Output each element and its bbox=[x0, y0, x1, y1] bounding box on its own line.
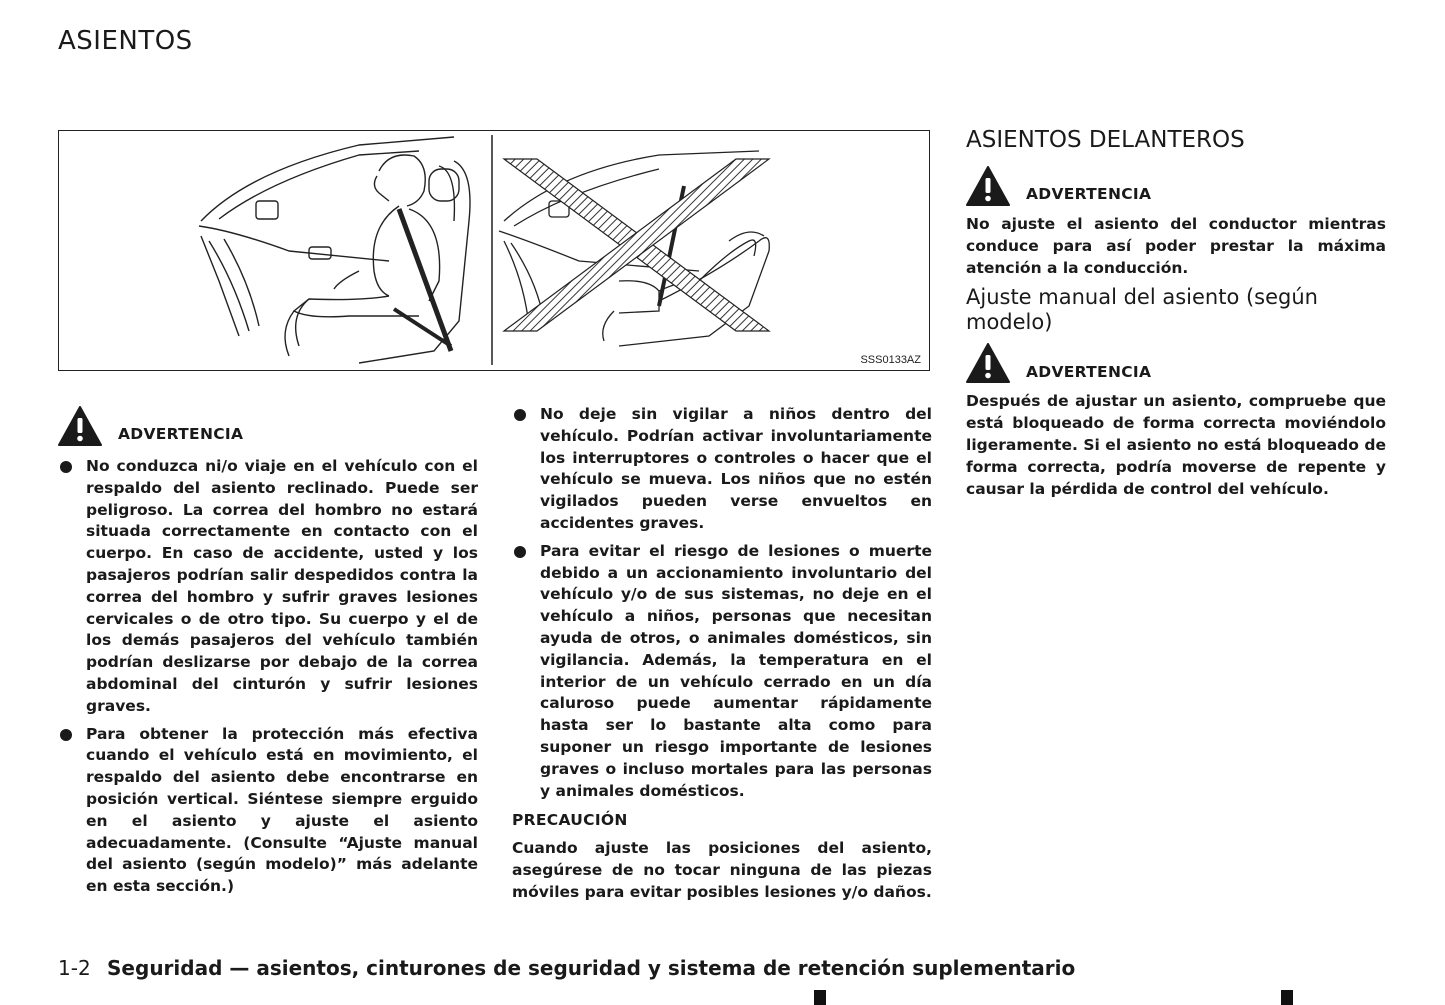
thumb-index-mark bbox=[1281, 990, 1293, 1005]
warning-triangle-icon bbox=[966, 166, 1010, 206]
warning-header bbox=[966, 343, 1386, 383]
right-column bbox=[966, 126, 1386, 500]
bullet-dot bbox=[512, 541, 540, 803]
list-item bbox=[58, 456, 478, 718]
warning-label: ADVERTENCIA bbox=[1026, 362, 1152, 381]
bullet-dot bbox=[512, 404, 540, 535]
list-item-text: Para evitar el riesgo de lesiones o muerte debido a un accionamiento involuntario del vehículo y/o de sus sistemas, no deje en el vehículo a niños, personas que necesitan ayuda de otros, o animales domésticos, sin vigilancia. Además, la temperatura en el interior de un vehículo cerrado en un día caluroso puede aumentar rápidamente hasta ser lo bastante alta como para suponer un riesgo importante de lesiones graves o incluso mortales para las personas y animales domésticos. bbox=[540, 541, 932, 800]
thumb-index-mark bbox=[814, 990, 826, 1005]
warning-label: ADVERTENCIA bbox=[1026, 185, 1152, 204]
page-number: 1-2 bbox=[58, 956, 91, 980]
warning-text: No ajuste el asiento del conductor mientras conduce para así poder prestar la máxima atención a la conducción. bbox=[966, 215, 1386, 277]
list-item bbox=[512, 541, 932, 803]
list-item-text: Para obtener la protección más efectiva cuando el vehículo está en movimiento, el respaldo del asiento debe encontrarse en posición vertical. Siéntese siempre erguido en el asiento y ajuste el asiento adecuadamente. (Consulte “Ajuste manual del asiento (según modelo)” más adelante en esta sección.) bbox=[86, 724, 478, 896]
caution-text: Cuando ajuste las posiciones del asiento, asegúrese de no tocar ninguna de las piezas móviles para evitar posibles lesiones y/o daños. bbox=[512, 839, 932, 901]
warning-triangle-icon bbox=[58, 406, 102, 446]
list-item-text: No conduzca ni/o viaje en el vehículo con el respaldo del asiento reclinado. Puede ser peligroso. La correa del hombro no estará situada correctamente en contacto con el cuerpo. En caso de accidente, usted y los pasajeros podrían salir despedidos contra la correa del hombro y sufrir graves lesiones cervicales o de otro tipo. Su cuerpo y el de los demás pasajeros del vehículo también podrían deslizarse por debajo de la correa abdominal del cinturón y sufrir lesiones graves. bbox=[86, 457, 478, 715]
warning-header bbox=[966, 166, 1386, 206]
caution-label: PRECAUCIÓN bbox=[512, 811, 628, 830]
section-title: ASIENTOS DELANTEROS bbox=[966, 127, 1245, 153]
warning-label: ADVERTENCIA bbox=[118, 425, 244, 444]
figure-code: SSS0133AZ bbox=[860, 354, 921, 366]
subsection-title: Ajuste manual del asiento (según modelo) bbox=[966, 285, 1318, 335]
chapter-title: Seguridad — asientos, cinturones de seguridad y sistema de retención suplementario bbox=[107, 956, 1076, 980]
page-title: ASIENTOS bbox=[58, 26, 193, 56]
prohibited-cross-mark bbox=[504, 159, 769, 331]
warning-text: Después de ajustar un asiento, compruebe que está bloqueado de forma correcta moviéndolo ligeramente. Si el asiento no está bloqueado de forma correcta, podría moverse de repente y causar la pérdida de control del vehículo. bbox=[966, 392, 1386, 498]
list-item bbox=[512, 404, 932, 535]
bullet-dot bbox=[58, 456, 86, 718]
page-footer bbox=[58, 956, 1075, 980]
list-item-text: No deje sin vigilar a niños dentro del vehículo. Podrían activar involuntariamente los interruptores o controles o hacer que el vehículo se mueva. Los niños que no estén vigilados pueden verse envueltos en accidentes graves. bbox=[540, 405, 932, 532]
warning-triangle-icon bbox=[966, 343, 1010, 383]
list-item bbox=[58, 724, 478, 898]
seat-illustration-drawing bbox=[59, 131, 931, 372]
middle-column bbox=[512, 404, 932, 904]
bullet-dot bbox=[58, 724, 86, 898]
left-column bbox=[58, 400, 478, 904]
warning-header bbox=[58, 400, 478, 446]
seat-illustration bbox=[58, 130, 930, 371]
